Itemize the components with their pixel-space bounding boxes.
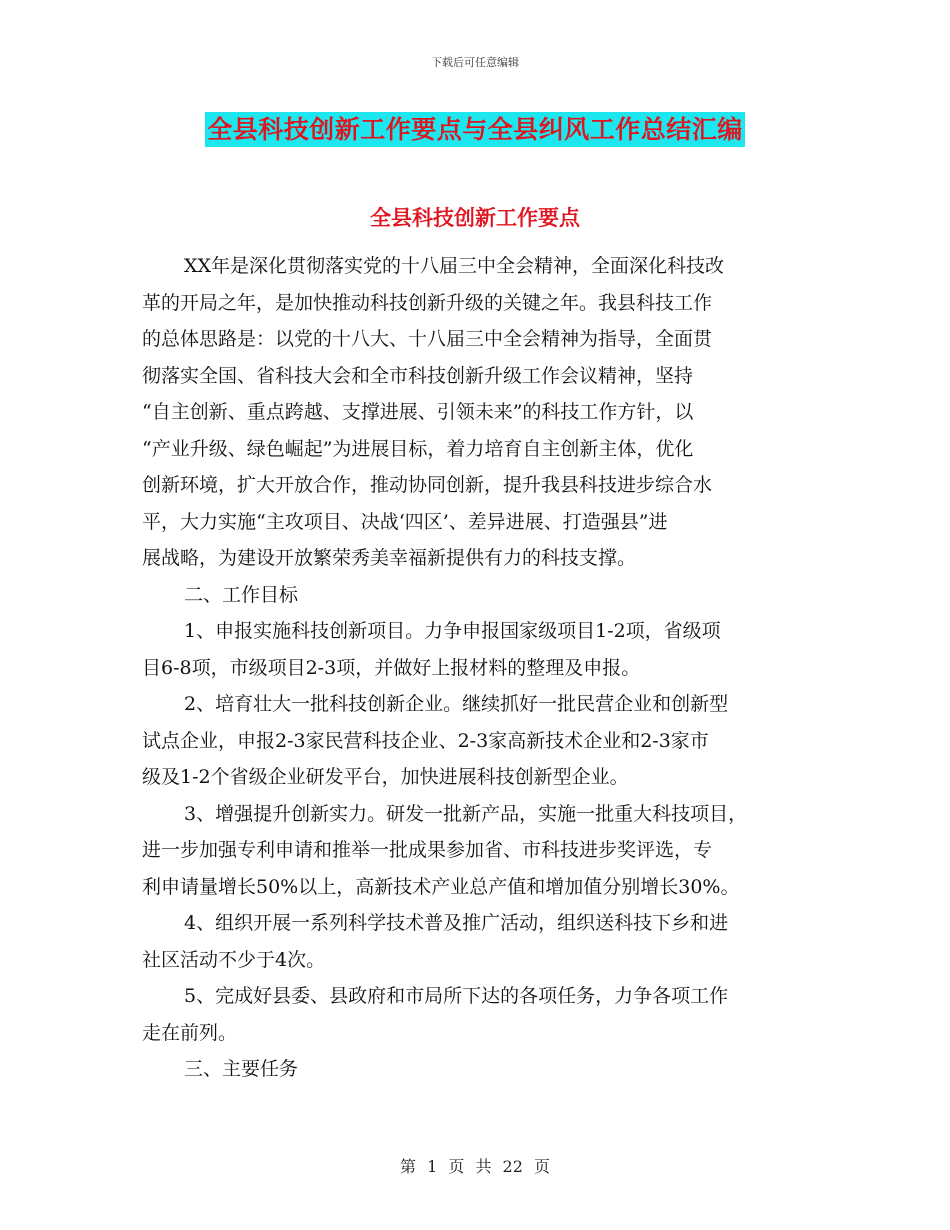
paragraph [142, 905, 812, 978]
paragraph [142, 978, 812, 1051]
paragraph [142, 686, 812, 796]
document-title-text: 全县科技创新工作要点与全县纠风工作总结汇编 [205, 112, 745, 147]
paragraph-line: XX年是深化贯彻落实党的十八届三中全会精神，全面深化科技改 [184, 255, 725, 277]
paragraph-line: 利申请量增长50%以上，高新技术产业总产值和增加值分别增长30%。 [142, 875, 740, 898]
paragraph-line: “产业升级、绿色崛起”为进展目标，着力培育自主创新主体，优化 [142, 437, 694, 460]
paragraph-line: 1、申报实施科技创新项目。力争申报国家级项目1-2项，省级项 [184, 620, 721, 642]
document-title [0, 110, 950, 146]
paragraph-line: 的总体思路是：以党的十八大、十八届三中全会精神为指导，全面贯 [142, 328, 713, 350]
paragraph-line: “自主创新、重点跨越、支撑进展、引领未来”的科技工作方针，以 [142, 401, 694, 423]
header-note: 下载后可任意编辑 [431, 56, 519, 69]
paragraph-line: 社区活动不少于4次。 [142, 948, 326, 971]
paragraph-line: 三、主要任务 [184, 1058, 299, 1080]
paragraph-line: 二、工作目标 [184, 583, 299, 606]
paragraph-line: 试点企业，申报2-3家民营科技企业、2-3家高新技术企业和2-3家市 [142, 729, 709, 752]
paragraph-line: 创新环境，扩大开放合作，推动协同创新，提升我县科技进步综合水 [142, 474, 713, 496]
paragraph [142, 248, 812, 577]
paragraph-line: 3、增强提升创新实力。研发一批新产品，实施一批重大科技项目， [184, 802, 748, 825]
paragraph-line: 4、组织开展一系列科学技术普及推广活动，组织送科技下乡和进 [184, 912, 729, 934]
paragraph [142, 1051, 812, 1088]
paragraph-line: 走在前列。 [142, 1021, 238, 1044]
paragraph-line: 2、培育壮大一批科技创新企业。继续抓好一批民营企业和创新型 [184, 693, 729, 715]
section-title: 全县科技创新工作要点 [370, 206, 580, 230]
page-footer: 第 1 页 共 22 页 [400, 1157, 550, 1176]
paragraph [142, 577, 812, 614]
paragraph [142, 796, 812, 906]
paragraph-line: 级及1-2个省级企业研发平台，加快进展科技创新型企业。 [142, 766, 629, 788]
paragraph-line: 5、完成好县委、县政府和市局所下达的各项任务，力争各项工作 [184, 985, 729, 1007]
paragraph [142, 613, 812, 686]
paragraph-line: 平，大力实施“主攻项目、决战‘四区’、差异进展、打造强县”进 [142, 510, 668, 533]
paragraph-line: 革的开局之年，是加快推动科技创新升级的关键之年。我县科技工作 [142, 291, 713, 314]
paragraph-line: 目6-8项，市级项目2-3项，并做好上报材料的整理及申报。 [142, 656, 641, 679]
paragraph-line: 进一步加强专利申请和推举一批成果参加省、市科技进步奖评选，专 [142, 839, 713, 861]
paragraph-line: 彻落实全国、省科技大会和全市科技创新升级工作会议精神，坚持 [142, 364, 694, 387]
paragraph-line: 展战略，为建设开放繁荣秀美幸福新提供有力的科技支撑。 [142, 547, 637, 569]
document-body [142, 248, 812, 1088]
